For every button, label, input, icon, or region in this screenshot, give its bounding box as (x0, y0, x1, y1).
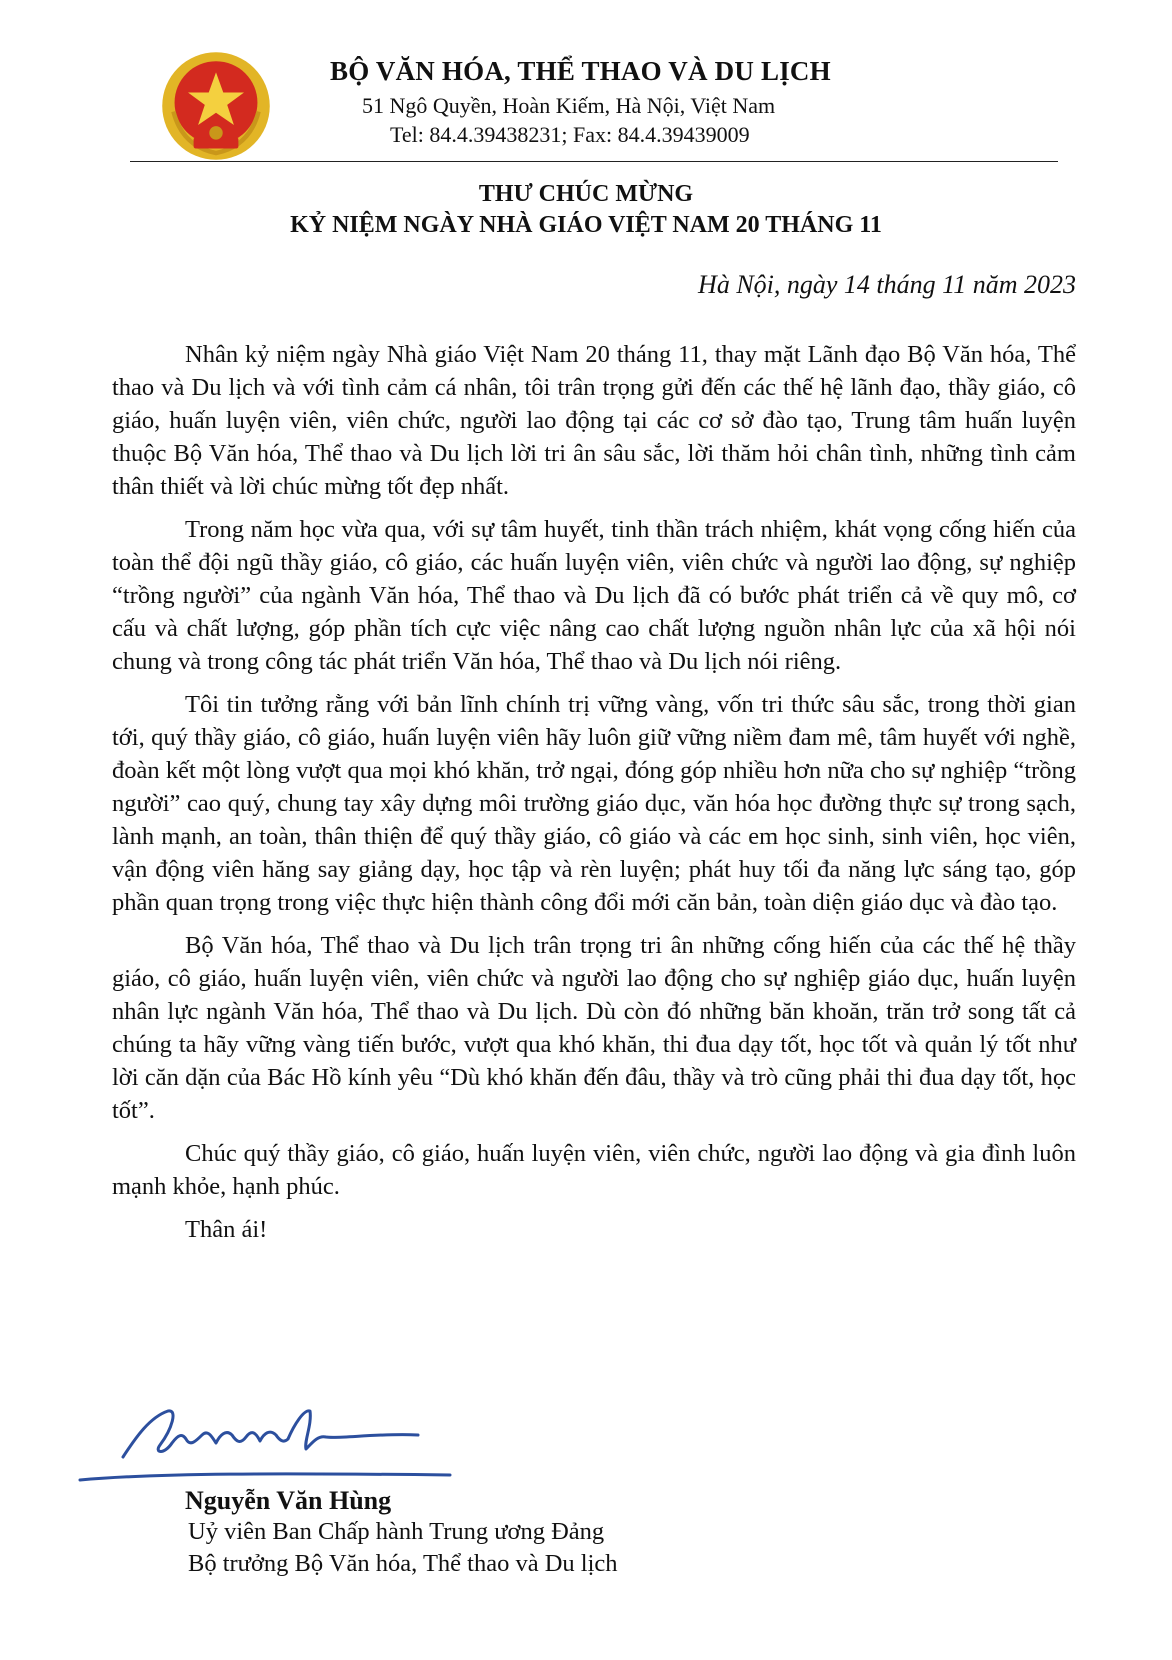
signer-party-title: Uỷ viên Ban Chấp hành Trung ương Đảng (188, 1518, 605, 1545)
paragraph-4: Bộ Văn hóa, Thể thao và Du lịch trân trọng tri ân những cống hiến của các thế hệ thầy giáo, cô giáo, huấn luyện viên, viên chức và người lao động cho sự nghiệp giáo dục, huấn luyện nhân lực ngành Văn hóa, Thể thao và Du lịch. Dù còn đó những băn khoăn, trăn trở song tất cả chúng ta hãy vững vàng tiến bước, vượt qua khó khăn, thi đua dạy tốt, học tốt và quản lý tốt như lời căn dặn của Bác Hồ kính yêu “Dù khó khăn đến đâu, thầy và trò cũng phải thi đua dạy tốt, học tốt”. (112, 932, 1076, 1124)
signer-position: Bộ trưởng Bộ Văn hóa, Thể thao và Du lịch (188, 1550, 618, 1577)
paragraph-1: Nhân kỷ niệm ngày Nhà giáo Việt Nam 20 tháng 11, thay mặt Lãnh đạo Bộ Văn hóa, Thể thao và Du lịch và với tình cảm cá nhân, tôi trân trọng gửi đến các thế hệ lãnh đạo, thầy giáo, cô giáo, huấn luyện viên, viên chức, người lao động tại các cơ sở đào tạo, Trung tâm huấn luyện thuộc Bộ Văn hóa, Thể thao và Du lịch lời tri ân sâu sắc, lời thăm hỏi chân tình, những tình cảm thân thiết và lời chúc mừng tốt đẹp nhất. (112, 341, 1076, 500)
organization-contact: Tel: 84.4.39438231; Fax: 84.4.39439009 (390, 122, 750, 147)
header-divider (130, 161, 1058, 162)
closing-greeting: Thân ái! (185, 1216, 268, 1243)
letter-body (112, 338, 1076, 1256)
national-emblem-icon (160, 50, 272, 162)
paragraph-5: Chúc quý thầy giáo, cô giáo, huấn luyện viên, viên chức, người lao động và gia đình luôn mạnh khỏe, hạnh phúc. (112, 1140, 1076, 1200)
organization-name: BỘ VĂN HÓA, THỂ THAO VÀ DU LỊCH (330, 56, 831, 86)
signer-name: Nguyễn Văn Hùng (185, 1486, 392, 1515)
letter-subtitle: KỶ NIỆM NGÀY NHÀ GIÁO VIỆT NAM 20 THÁNG 11 (290, 212, 882, 238)
letter-date: Hà Nội, ngày 14 tháng 11 năm 2023 (698, 270, 1076, 299)
paragraph-2: Trong năm học vừa qua, với sự tâm huyết, tinh thần trách nhiệm, khát vọng cống hiến của toàn thể đội ngũ thầy giáo, cô giáo, các huấn luyện viên, viên chức và người lao động, sự nghiệp “trồng người” của ngành Văn hóa, Thể thao và Du lịch đã có bước phát triển cả về quy mô, cơ cấu và chất lượng, góp phần tích cực việc nâng cao chất lượng nguồn nhân lực của xã hội nói chung và trong công tác phát triển Văn hóa, Thể thao và Du lịch nói riêng. (112, 516, 1076, 675)
paragraph-3: Tôi tin tưởng rằng với bản lĩnh chính trị vững vàng, vốn tri thức sâu sắc, trong thời gian tới, quý thầy giáo, cô giáo, huấn luyện viên hãy luôn giữ vững niềm đam mê, tâm huyết với nghề, đoàn kết một lòng vượt qua mọi khó khăn, trở ngại, đóng góp nhiều hơn nữa cho sự nghiệp “trồng người” cao quý, chung tay xây dựng môi trường giáo dục, văn hóa học đường thực sự trong sạch, lành mạnh, an toàn, thân thiện để quý thầy giáo, cô giáo và các em học sinh, sinh viên, học viên, vận động viên hăng say giảng dạy, học tập và rèn luyện; phát huy tối đa năng lực sáng tạo, góp phần quan trọng trong việc thực hiện thành công đổi mới căn bản, toàn diện giáo dục và đào tạo. (112, 691, 1076, 916)
organization-address: 51 Ngô Quyền, Hoàn Kiếm, Hà Nội, Việt Nam (362, 93, 776, 118)
signature-icon (78, 1385, 498, 1495)
letter-title: THƯ CHÚC MỪNG (478, 181, 694, 207)
